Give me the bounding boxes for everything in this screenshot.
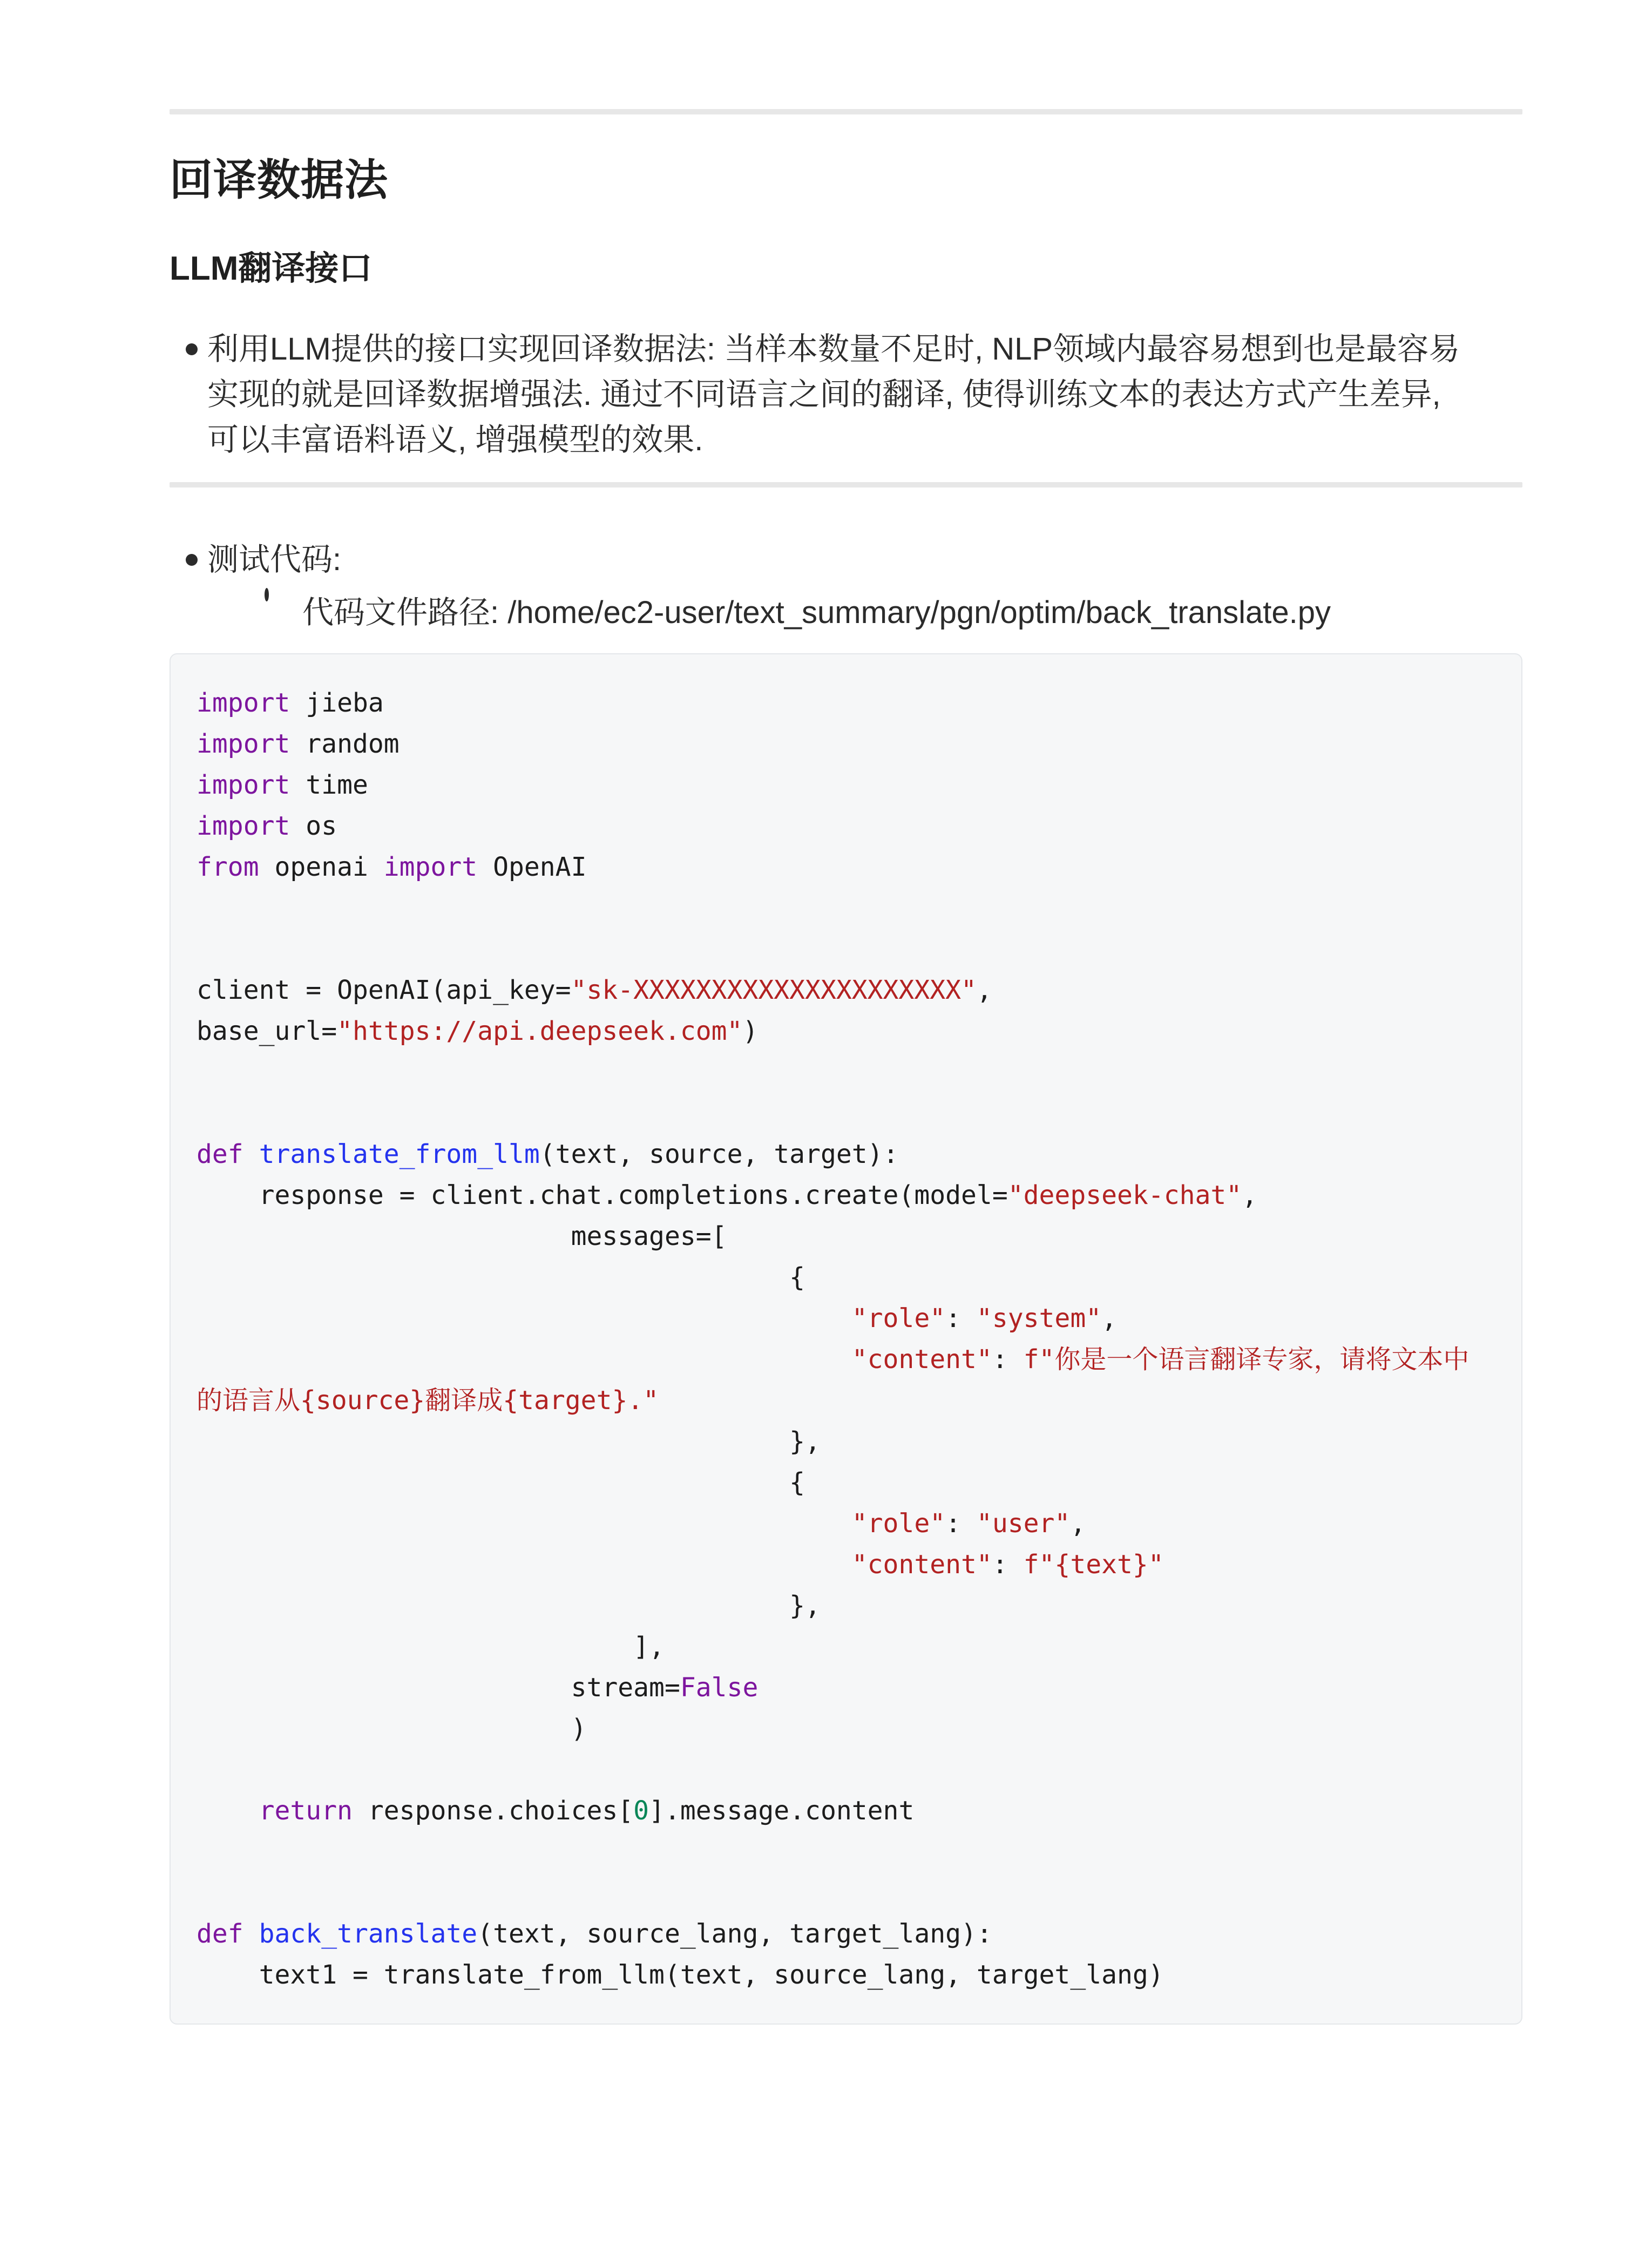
code-line: client = OpenAI(api_key="sk-XXXXXXXXXXXXXXXXXXXXX", (197, 975, 992, 1006)
section-divider (170, 482, 1522, 488)
code-line (197, 929, 1495, 970)
code-content (197, 682, 1495, 1995)
top-divider (170, 109, 1522, 114)
code-line: base_url="https://api.deepseek.com") (197, 1016, 759, 1047)
code-line: "content": f"你是一个语言翻译专家，请将文本中 (851, 1344, 1470, 1375)
code-path-bullet-item (170, 590, 1522, 635)
code-line: "role": "user", (851, 1508, 1086, 1539)
code-line: { (197, 1262, 805, 1293)
code-line: response = client.chat.completions.create(model="deepseek-chat", (197, 1180, 1258, 1211)
code-line (197, 1052, 1495, 1093)
code-line: "role": "system", (851, 1303, 1118, 1334)
code-line: }, (197, 1591, 821, 1621)
code-line: from openai import OpenAI (197, 852, 587, 883)
code-line (197, 1831, 1495, 1872)
test-code-bullet-item (170, 537, 1522, 583)
code-line: def translate_from_llm(text, source, target): (197, 1139, 899, 1170)
code-line: import jieba (197, 688, 384, 719)
code-line: ) (197, 1714, 587, 1744)
bullet-marker (170, 537, 207, 583)
code-line (197, 888, 1495, 929)
code-line: import os (197, 811, 337, 842)
code-block (170, 653, 1522, 2025)
code-path-bullet-text: 代码文件路径: /home/ec2-user/text_summary/pgn/optim/back_translate.py (302, 595, 1331, 631)
code-line: 的语言从{source}翻译成{target}." (197, 1385, 659, 1416)
bullet-dot-icon (186, 554, 198, 566)
code-line: messages=[ (197, 1221, 727, 1252)
bullet-marker (170, 327, 207, 372)
intro-bullet-item (170, 327, 1522, 463)
code-line (197, 1093, 1495, 1134)
code-line: { (197, 1467, 805, 1498)
page-title: 回译数据法 (170, 156, 388, 204)
section-heading: LLM翻译接口 (170, 250, 373, 287)
code-line: "content": f"{text}" (851, 1549, 1164, 1580)
intro-bullet-text: 利用LLM提供的接口实现回译数据法: 当样本数量不足时, NLP领域内最容易想到也是最容易实现的就是回译数据增强法. 通过不同语言之间的翻译, 使得训练文本的表达方式产生差异, 可以丰富语料语义, 增强模型的效果. (207, 331, 1460, 458)
code-line: import random (197, 729, 400, 760)
document-page (0, 109, 1652, 2089)
code-line (197, 1749, 1495, 1790)
code-line: def back_translate(text, source_lang, target_lang): (197, 1919, 992, 1950)
code-line: return response.choices[0].message.content (259, 1796, 915, 1826)
sub-bullet-marker (265, 590, 302, 600)
code-line: stream=False (197, 1673, 759, 1703)
bullet-dot-icon (186, 343, 198, 355)
code-line: text1 = translate_from_llm(text, source_lang, target_lang) (197, 1960, 1164, 1991)
code-line: ], (197, 1632, 665, 1662)
test-code-bullet-text: 测试代码: (207, 542, 342, 578)
code-line: }, (197, 1426, 821, 1457)
code-line (197, 1872, 1495, 1913)
code-line: import time (197, 770, 368, 801)
bullet-circle-icon (265, 588, 269, 601)
